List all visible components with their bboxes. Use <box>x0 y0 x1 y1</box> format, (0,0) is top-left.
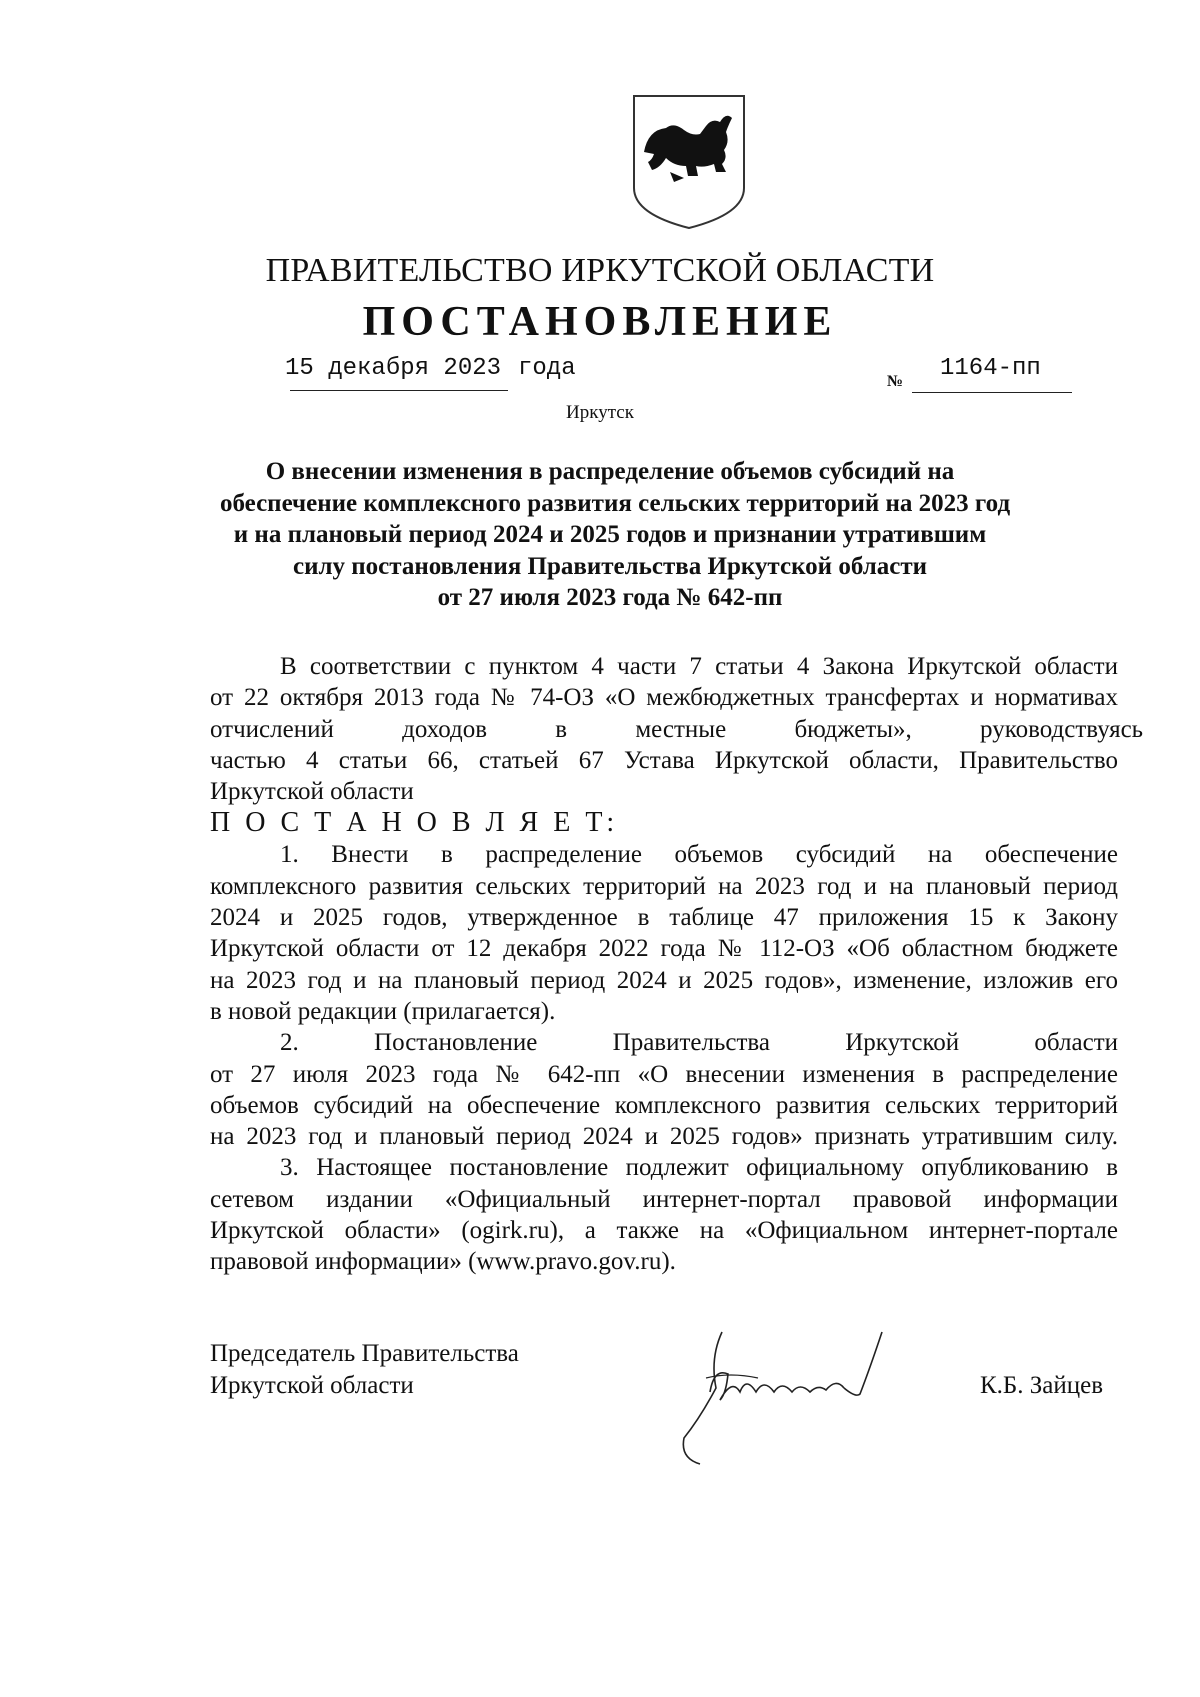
government-name: ПРАВИТЕЛЬСТВО ИРКУТСКОЙ ОБЛАСТИ <box>265 252 935 289</box>
subject-line: силу постановления Правительства Иркутской области <box>292 552 928 580</box>
text-line: 3. Настоящее постановление подлежит официальному опубликованию в <box>280 1154 1118 1182</box>
text-line: 2. Постановление Правительства Иркутской области <box>280 1029 1118 1057</box>
document-number: 1164-пп <box>940 355 1041 382</box>
date-underline <box>290 390 508 391</box>
handwritten-signature <box>670 1318 950 1468</box>
subject-line: от 27 июля 2023 года № 642-пп <box>437 584 783 611</box>
date-value: 15 декабря 2023 <box>285 355 502 382</box>
subject-line: обеспечение комплексного развития сельских территорий на 2023 год <box>220 489 1011 517</box>
text-line: в новой редакции (прилагается). <box>210 997 556 1025</box>
text-line: 2024 и 2025 годов, утвержденное в таблице 47 приложения 15 к Закону <box>210 904 1118 932</box>
item-1 <box>210 839 1118 1027</box>
date-suffix: года <box>518 355 576 382</box>
document-type-title: ПОСТАНОВЛЕНИЕ <box>362 299 838 345</box>
text-line: Иркутской области» (ogirk.ru), а также на «Официальном интернет-портале <box>210 1217 1118 1245</box>
text-line: 1. Внести в распределение объемов субсидий на обеспечение <box>280 841 1118 869</box>
document-date <box>285 355 505 382</box>
text-line: комплексного развития сельских территорий на 2023 год и на плановый период <box>210 872 1118 900</box>
text-line: отчислений доходов в местные бюджеты», руководствуясь <box>210 715 1144 743</box>
text-line: на 2023 год и на плановый период 2024 и 2025 годов», изменение, изложив его <box>210 966 1118 994</box>
text-line: Иркутской области от 12 декабря 2022 года № 112-ОЗ «Об областном бюджете <box>210 935 1118 963</box>
text-line: на 2023 год и плановый период 2024 и 2025 годов» признать утратившим силу. <box>210 1123 1118 1151</box>
subject-line: О внесении изменения в распределение объемов субсидий на <box>265 458 955 485</box>
text-line: частью 4 статьи 66, статьей 67 Устава Иркутской области, Правительство <box>210 746 1118 774</box>
position-line: Иркутской области <box>210 1372 414 1399</box>
text-line: Иркутской области <box>210 778 414 806</box>
subject-line: и на плановый период 2024 и 2025 годов и признании утратившим <box>233 521 987 548</box>
preamble <box>210 651 1144 807</box>
text-line: от 27 июля 2023 года № 642-пп «О внесении изменения в распределение <box>210 1060 1118 1088</box>
text-line: В соответствии с пунктом 4 части 7 статьи 4 Закона Иркутской области <box>280 653 1118 680</box>
text-line: объемов субсидий на обеспечение комплексного развития сельских территорий <box>210 1091 1118 1119</box>
city-name: Иркутск <box>566 402 634 423</box>
text-line: сетевом издании «Официальный интернет-портал правовой информации <box>210 1185 1118 1213</box>
document-body <box>210 651 1144 1278</box>
text-line: от 22 октября 2013 года № 74-ОЗ «О межбюджетных трансфертах и нормативах <box>210 684 1118 712</box>
signatory-position <box>210 1338 519 1402</box>
position-line: Председатель Правительства <box>210 1340 519 1367</box>
item-2 <box>210 1027 1118 1152</box>
resolves-heading: П О С Т А Н О В Л Я Е Т: <box>210 807 619 839</box>
signatory-name: К.Б. Зайцев <box>980 1372 1104 1399</box>
coat-of-arms-emblem <box>630 92 748 232</box>
text-line: правовой информации» (www.pravo.gov.ru). <box>210 1248 676 1276</box>
number-sign: № <box>887 373 904 390</box>
number-underline <box>912 392 1072 393</box>
document-subject <box>220 456 1011 614</box>
item-3 <box>210 1152 1118 1277</box>
